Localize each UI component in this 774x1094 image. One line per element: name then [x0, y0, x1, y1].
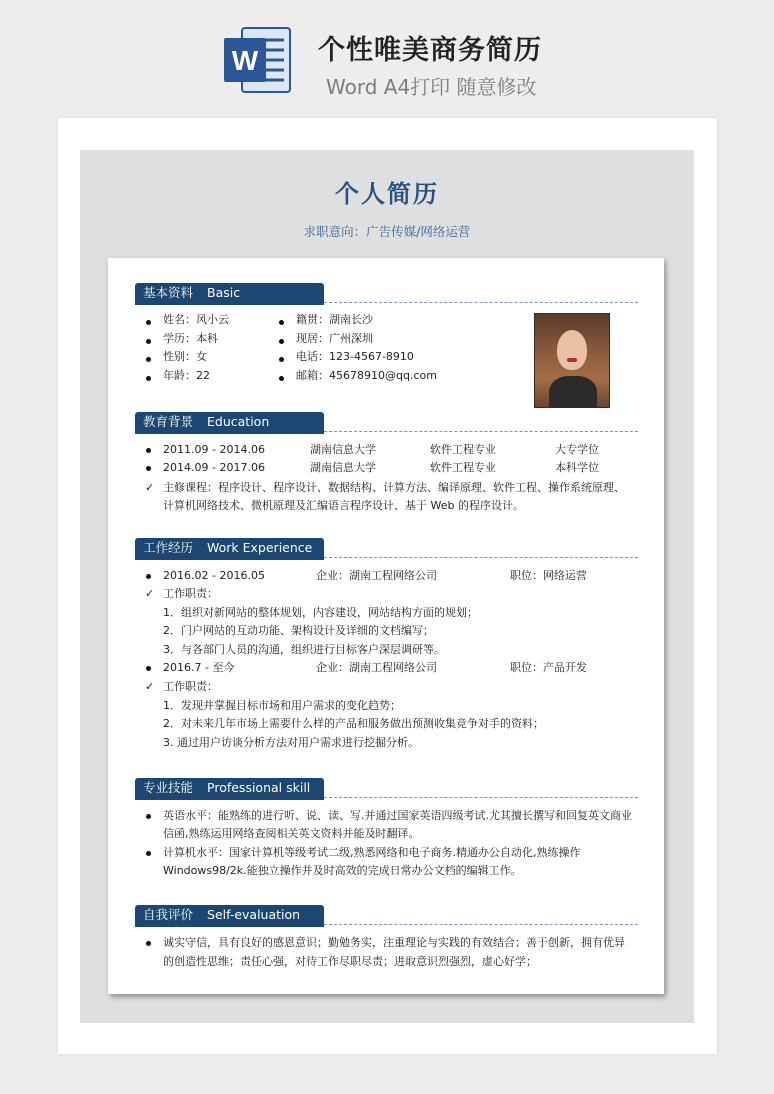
- section-underline: [135, 925, 324, 927]
- section-title-cn: 专业技能: [143, 780, 194, 795]
- bullet-icon: [146, 574, 151, 579]
- section-work: [135, 538, 638, 560]
- job-duty: 1．发现并掌握目标市场和用户需求的变化趋势；: [163, 699, 401, 712]
- section-title-cn: 基本资料: [143, 285, 194, 300]
- edu-major: 软件工程专业: [430, 461, 496, 474]
- section-self-evaluation: [135, 905, 638, 927]
- basic-gender: 性别：女: [163, 350, 207, 363]
- photo-body-shape: [549, 376, 597, 408]
- skill-english-cont: 信函,熟练运用网络查阅相关英文资料并能及时翻译。: [163, 827, 420, 840]
- bullet-icon: [146, 357, 151, 362]
- resume-title: 个人简历: [335, 180, 439, 208]
- section-title-cn: 工作经历: [143, 540, 194, 555]
- edu-school: 湖南信息大学: [310, 443, 376, 456]
- basic-name: 姓名：风小云: [163, 313, 229, 326]
- section-divider: [324, 557, 638, 558]
- basic-hometown: 籍贯：湖南长沙: [296, 313, 373, 326]
- check-icon: ✓: [145, 481, 155, 494]
- job-position: 职位：产品开发: [510, 661, 587, 674]
- bullet-icon: [146, 851, 151, 856]
- skill-english: 英语水平：能熟练的进行听、说、读、写.并通过国家英语四级考试.尤其擅长撰写和回复英文商业: [163, 809, 632, 822]
- bullet-icon: [146, 466, 151, 471]
- section-underline: [135, 798, 324, 800]
- photo-face-shape: [557, 330, 587, 370]
- section-tab: [135, 283, 324, 303]
- section-title-en: Work Experience: [207, 540, 313, 555]
- section-title-cn: 教育背景: [143, 414, 194, 429]
- self-eval-text: 诚实守信，具有良好的感恩意识；勤勉务实，注重理论与实践的有效结合；善于创新，拥有优异: [163, 936, 625, 949]
- edu-degree: 大专学位: [555, 443, 599, 456]
- job-objective: 求职意向：广告传媒/网络运营: [303, 224, 471, 239]
- job-duties-label: 工作职责：: [163, 587, 218, 600]
- bullet-icon: [279, 357, 284, 362]
- self-eval-text-cont: 的创造性思维；责任心强，对待工作尽职尽责；进取意识烈强烈，虚心好学；: [163, 955, 537, 968]
- word-document-icon: [222, 24, 294, 96]
- section-header: [135, 412, 638, 434]
- job-duty: 2．门户网站的互动功能、架构设计及详细的文档编写；: [163, 624, 434, 637]
- bullet-icon: [146, 666, 151, 671]
- job-duty: 3. 通过用户访谈分析方法对用户需求进行挖掘分析。: [163, 736, 419, 749]
- job-duties-label: 工作职责：: [163, 680, 218, 693]
- section-divider: [324, 302, 638, 303]
- bullet-icon: [279, 339, 284, 344]
- section-underline: [135, 432, 324, 434]
- basic-email: 邮箱：45678910@qq.com: [296, 369, 437, 382]
- section-header: [135, 778, 638, 800]
- section-header: [135, 538, 638, 560]
- section-header: [135, 905, 638, 927]
- basic-age: 年龄：22: [163, 369, 210, 382]
- header-title: 个性唯美商务简历: [318, 35, 542, 66]
- edu-courses: 主修课程：程序设计、程序设计、数据结构、计算方法、编译原理、软件工程、操作系统原理、: [163, 481, 625, 494]
- check-icon: ✓: [145, 587, 155, 600]
- job-duty: 1．组织对新网站的整体规划，内容建设，网站结构方面的规划；: [163, 606, 478, 619]
- section-title-cn: 自我评价: [143, 907, 194, 922]
- header-subtitle: Word A4打印 随意修改: [326, 75, 537, 99]
- bullet-icon: [146, 941, 151, 946]
- section-title-en: Professional skill: [207, 780, 311, 795]
- profile-photo: [534, 313, 610, 408]
- bullet-icon: [146, 320, 151, 325]
- section-title-en: Basic: [207, 285, 241, 300]
- bullet-icon: [279, 376, 284, 381]
- section-divider: [324, 924, 638, 925]
- job-duty: 2．对未来几年市场上需要什么样的产品和服务做出预测收集竞争对手的资料；: [163, 717, 544, 730]
- section-tab: [135, 905, 324, 925]
- section-divider: [324, 797, 638, 798]
- skill-computer: 计算机水平：国家计算机等级考试二级,熟悉网络和电子商务.精通办公自动化,熟练操作: [163, 846, 581, 859]
- photo-lip-shape: [567, 358, 577, 362]
- section-tab: [135, 538, 324, 558]
- job-period: 2016.02 - 2016.05: [163, 569, 265, 582]
- basic-phone: 电话：123-4567-8910: [296, 350, 414, 363]
- job-company: 企业：湖南工程网络公司: [316, 569, 437, 582]
- basic-residence: 现居：广州深圳: [296, 332, 373, 345]
- section-skills: [135, 778, 638, 800]
- top-header: [0, 0, 774, 118]
- svg-text:W: W: [231, 45, 259, 76]
- job-period: 2016.7 - 至今: [163, 661, 235, 674]
- bullet-icon: [146, 814, 151, 819]
- edu-period: 2014.09 - 2017.06: [163, 461, 265, 474]
- section-basic: [135, 283, 638, 305]
- edu-degree: 本科学位: [555, 461, 599, 474]
- job-company: 企业：湖南工程网络公司: [316, 661, 437, 674]
- edu-courses-cont: 计算机网络技术、微机原理及汇编语言程序设计、基于 Web 的程序设计。: [163, 499, 524, 512]
- job-duty: 3．与各部门人员的沟通，组织进行目标客户深层调研等。: [163, 643, 445, 656]
- section-education: [135, 412, 638, 434]
- section-tab: [135, 412, 324, 432]
- edu-school: 湖南信息大学: [310, 461, 376, 474]
- edu-major: 软件工程专业: [430, 443, 496, 456]
- check-icon: ✓: [145, 680, 155, 693]
- basic-education: 学历：本科: [163, 332, 218, 345]
- bullet-icon: [146, 339, 151, 344]
- section-underline: [135, 558, 324, 560]
- skill-computer-cont: Windows98/2k.能独立操作并及时高效的完成日常办公文档的编辑工作。: [163, 864, 522, 877]
- section-divider: [324, 431, 638, 432]
- section-title-en: Self-evaluation: [207, 907, 301, 922]
- bullet-icon: [146, 448, 151, 453]
- section-title-en: Education: [207, 414, 270, 429]
- job-position: 职位：网络运营: [510, 569, 587, 582]
- edu-period: 2011.09 - 2014.06: [163, 443, 265, 456]
- bullet-icon: [146, 376, 151, 381]
- section-underline: [135, 303, 324, 305]
- bullet-icon: [279, 320, 284, 325]
- section-header: [135, 283, 638, 305]
- section-tab: [135, 778, 324, 798]
